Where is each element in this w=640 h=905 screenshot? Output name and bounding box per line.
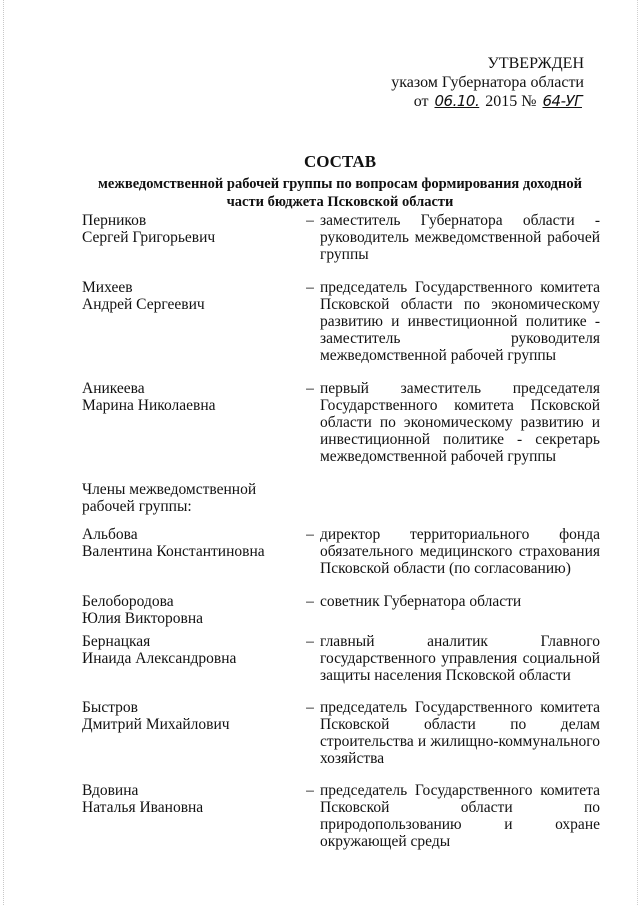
surname: Вдовина — [82, 782, 139, 799]
member-name — [82, 782, 300, 816]
given-name: Наталья Ивановна — [82, 799, 204, 816]
dash: – — [306, 699, 314, 716]
list-item — [82, 593, 600, 627]
year-text: 2015 № — [485, 93, 537, 110]
given-name: Дмитрий Михайлович — [82, 716, 230, 733]
handwritten-date: 06.10. — [434, 92, 480, 110]
member-role: заместитель Губернатора области - руководитель межведомственной рабочей группы — [320, 212, 600, 263]
handwritten-number: 64-УГ — [542, 92, 582, 110]
member-name — [82, 279, 300, 313]
member-role: председатель Государственного комитета Псковской области по делам строительства и жилищно-коммунального хозяйства — [320, 699, 600, 767]
dash: – — [306, 593, 314, 610]
document-title: СОСТАВ — [303, 152, 377, 171]
member-name — [82, 593, 300, 627]
member-name — [82, 699, 300, 733]
date-prefix: от — [413, 93, 429, 110]
scan-edge-right — [637, 0, 638, 905]
member-role: председатель Государственного комитета Псковской области по экономическому развитию и инвестиционной политике - заместитель руководителя межведомственной рабочей группы — [320, 279, 600, 364]
given-name: Инаида Александровна — [82, 650, 237, 667]
dash: – — [306, 633, 314, 650]
given-name: Андрей Сергеевич — [82, 296, 205, 313]
surname: Михеев — [82, 279, 133, 296]
given-name: Марина Николаевна — [82, 397, 216, 414]
member-name — [82, 212, 300, 246]
member-role: председатель Государственного комитета Псковской области по природопользованию и охране окружающей среды — [320, 782, 600, 850]
members-list — [82, 212, 600, 850]
approval-date-line — [391, 92, 584, 111]
document-subtitle: межведомственной рабочей группы по вопросам формирования доходной части бюджета Псковской области — [98, 176, 582, 210]
surname: Аникеева — [82, 380, 145, 397]
member-name — [82, 633, 300, 667]
member-role: главный аналитик Главного государственного управления социальной защиты населения Псковской области — [320, 633, 600, 684]
member-role: советник Губернатора области — [320, 593, 522, 610]
surname: Альбова — [82, 526, 138, 543]
member-name — [82, 380, 300, 414]
surname: Перников — [82, 212, 147, 229]
given-name: Валентина Константиновна — [82, 543, 265, 560]
member-role: первый заместитель председателя Государственного комитета Псковской области по экономическому развитию и инвестиционной политике - секретарь межведомственной рабочей группы — [320, 380, 600, 465]
dash: – — [306, 279, 314, 296]
given-name: Сергей Григорьевич — [82, 229, 216, 246]
surname: Белобородова — [82, 593, 174, 610]
approval-decree: указом Губернатора области — [391, 74, 584, 91]
list-item — [82, 212, 600, 263]
member-name — [82, 526, 300, 560]
surname: Быстров — [82, 699, 138, 716]
list-item — [82, 782, 600, 850]
list-item — [82, 699, 600, 767]
list-item — [82, 279, 600, 364]
surname: Бернацкая — [82, 633, 151, 650]
dash: – — [306, 782, 314, 799]
scan-edge-left — [3, 0, 4, 905]
members-heading: Члены межведомственной рабочей группы: — [82, 481, 257, 515]
dash: – — [306, 212, 314, 229]
list-item — [82, 633, 600, 684]
dash: – — [306, 526, 314, 543]
dash: – — [306, 380, 314, 397]
member-role: директор территориального фонда обязательного медицинского страхования Псковской области (по согласованию) — [320, 526, 600, 577]
given-name: Юлия Викторовна — [82, 610, 204, 627]
approval-block — [391, 54, 584, 111]
list-item — [82, 380, 600, 465]
list-item — [82, 526, 600, 577]
approval-title: УТВЕРЖДЕН — [487, 55, 584, 72]
